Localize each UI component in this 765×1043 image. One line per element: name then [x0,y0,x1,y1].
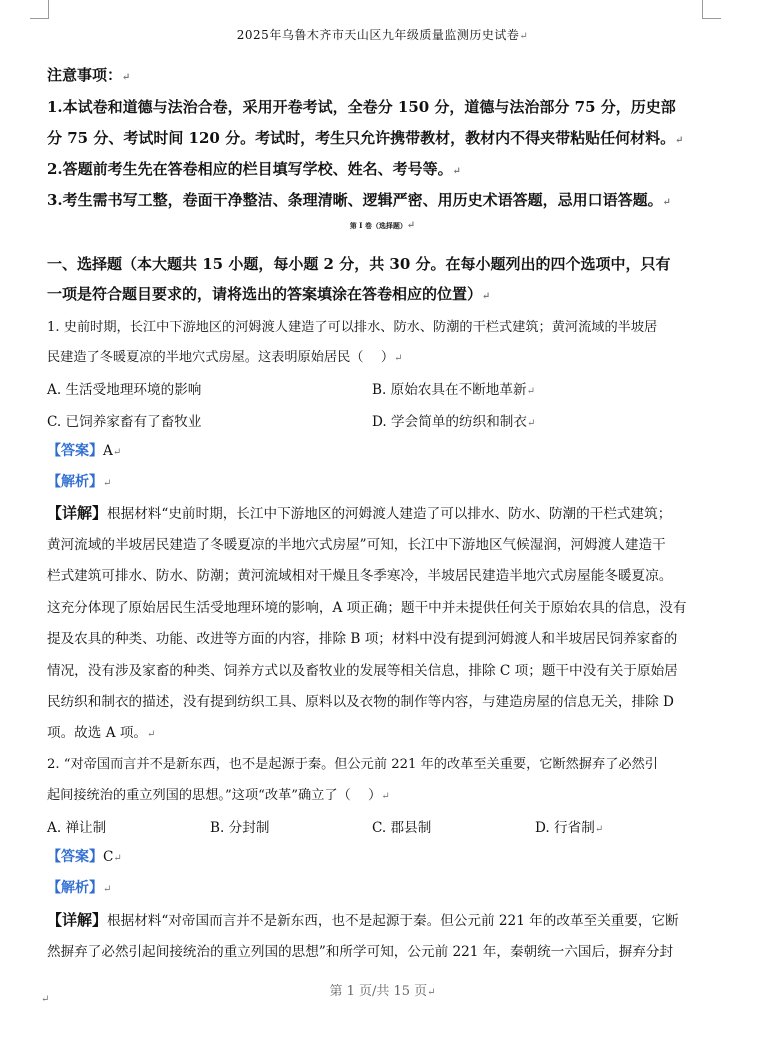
q2-detail-line-2: 然摒弃了必然引起间接统治的重立列国的思想”和所学可知，公元前 221 年，秦朝统一六国后，摒弃分封 [47,944,674,960]
q1-stem-line-2: 民建造了冬暖夏凉的半地穴式房屋。这表明原始居民（ ）↵ [47,350,403,365]
q1-stem-line-1: 1. 史前时期，长江中下游地区的河姆渡人建造了可以排水、防水、防潮的干栏式建筑；黄河流域的半坡居 [47,320,658,335]
page-corner-mark-left [30,0,49,19]
section-instruction-line-1: 一、选择题（本大题共 15 小题，每小题 2 分，共 30 分。在每小题列出的四个选项中，只有 [47,255,671,273]
q1-detail-line-1: 【详解】根据材料“史前时期，长江中下游地区的河姆渡人建造了可以排水、防水、防潮的干栏式建筑； [47,504,672,522]
q2-analysis-label: 【解析】↵ [47,880,112,896]
q2-stem-line-2: 起间接统治的重立列国的思想。”这项“改革”确立了（ ）↵ [47,788,390,803]
q1-option-a: A. 生活受地理环境的影响 [47,382,202,398]
q1-detail-line-3: 栏式建筑可排水、防水、防潮；黄河流域相对干燥且冬季寒冷，半坡居民建造半地穴式房屋能冬暖夏凉。 [47,568,673,584]
q2-stem-line-1: 2. “对帝国而言并不是新东西，也不是起源于秦。但公元前 221 年的改革至关重要，它断然摒弃了必然引 [47,757,658,772]
section-instruction-line-2: 一项是符合题目要求的，请将选出的答案填涂在答卷相应的位置）↵ [47,285,491,303]
notice-heading: 注意事项：↵ [47,66,131,84]
notice-item-1-line-2: 分 75 分、考试时间 120 分。考试时，考生只允许携带教材，教材内不得夹带粘贴任何材料。↵ [47,129,684,147]
q1-detail-line-6: 情况，没有涉及家畜的种类、饲养方式以及畜牧业的发展等相关信息，排除 C 项；题干中没有关于原始居 [47,663,678,679]
q1-detail-line-4: 这充分体现了原始居民生活受地理环境的影响，A 项正确；题干中并未提供任何关于原始农具的信息，没有 [47,600,687,616]
q1-option-d: D. 学会简单的纺织和制衣↵ [372,414,536,430]
exam-title: 2025年乌鲁木齐市天山区九年级质量监测历史试卷↵ [236,28,529,42]
q1-analysis-label: 【解析】↵ [47,474,112,490]
q1-detail-line-7: 民纺织和制衣的描述，没有提到纺织工具、原料以及衣物的制作等内容，与建造房屋的信息无关，排除 D [47,694,674,710]
q2-option-c: C. 郡县制 [372,820,432,836]
page-number: 第 1 页/共 15 页↵ [329,984,436,999]
q2-option-a: A. 禅让制 [47,820,107,836]
notice-item-1-line-1: 1.本试卷和道德与法治合卷，采用开卷考试，全卷分 150 分，道德与法治部分 75 分，历史部 [47,98,676,116]
q1-detail-line-5: 提及农具的种类、功能、改进等方面的内容，排除 B 项；材料中没有提到河姆渡人和半坡居民饲养家畜的 [47,631,678,647]
q2-option-d: D. 行省制↵ [535,820,604,836]
notice-item-2: 2.答题前考生先在答卷相应的栏目填写学校、姓名、考号等。↵ [47,160,462,178]
q1-answer: 【答案】A↵ [47,443,122,459]
q1-detail-line-8: 项。故选 A 项。↵ [47,725,156,741]
paragraph-mark: ↵ [41,994,50,1005]
q1-option-b: B. 原始农具在不断地革新↵ [372,382,535,398]
q1-option-c: C. 已饲养家畜有了畜牧业 [47,414,202,430]
q2-detail-line-1: 【详解】根据材料“对帝国而言并不是新东西，也不是起源于秦。但公元前 221 年的改革至关重要，它断 [47,911,679,929]
page-corner-mark-right [702,0,721,19]
q2-answer: 【答案】C↵ [47,849,122,865]
notice-item-3: 3.考生需书写工整，卷面干净整洁、条理清晰、逻辑严密、用历史术语答题，忌用口语答题。↵ [47,191,672,209]
q1-detail-line-2: 黄河流域的半坡居民建造了冬暖夏凉的半地穴式房屋”可知，长江中下游地区气候湿润，河姆渡人建造干 [47,537,666,553]
q2-option-b: B. 分封制 [210,820,270,836]
section-title: 第 I 卷（选择题）↵ [349,220,416,231]
